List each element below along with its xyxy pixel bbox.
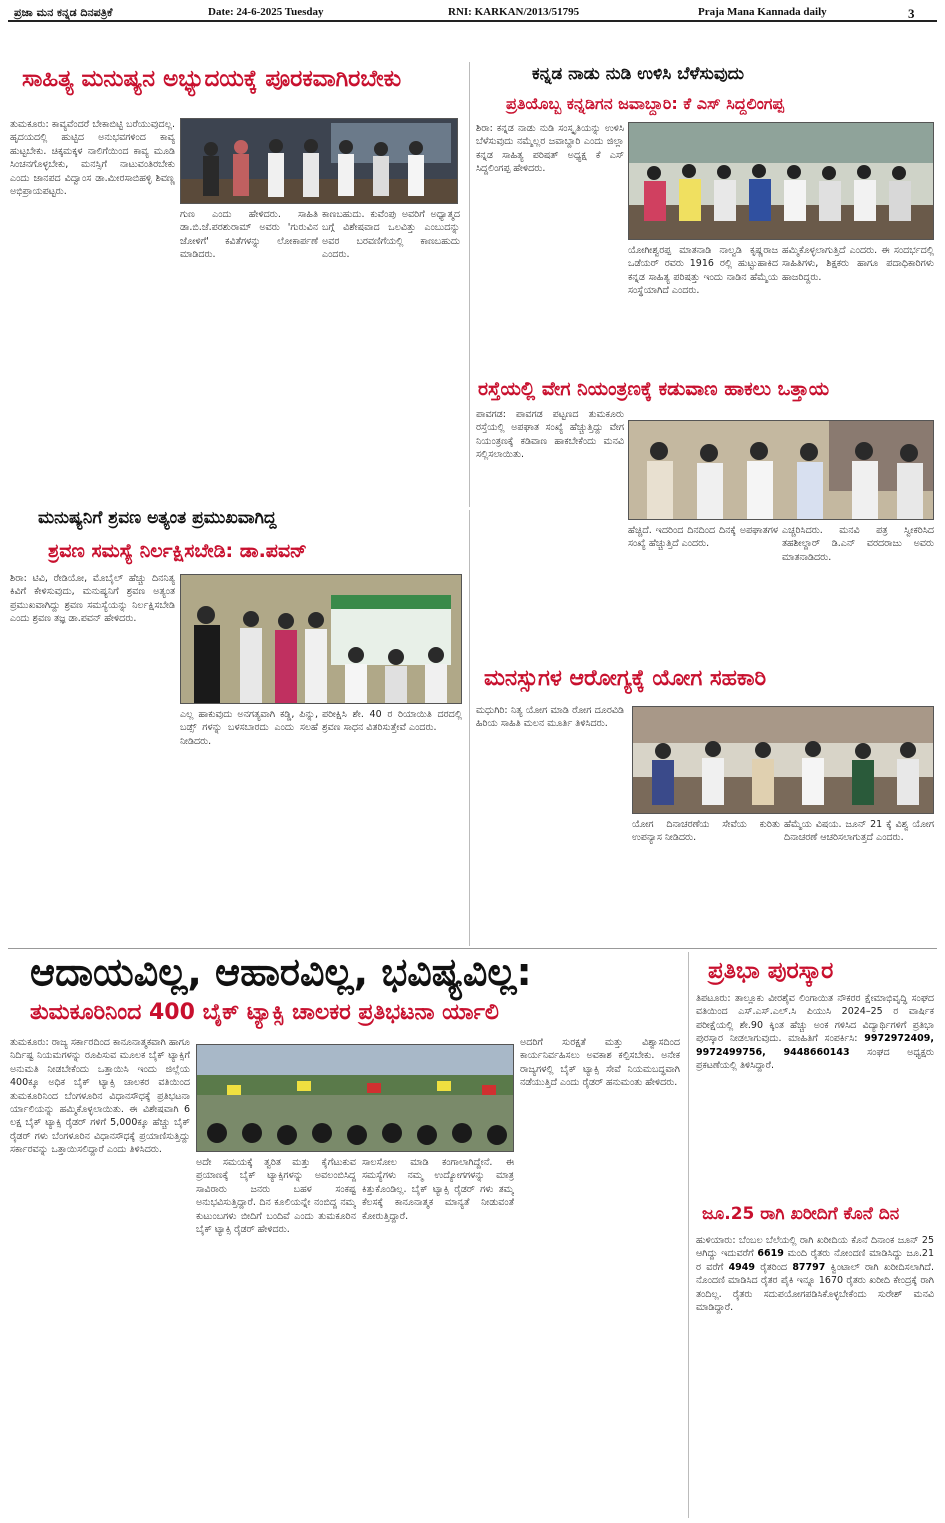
story1-column-3 — [322, 208, 460, 508]
column-divider — [688, 952, 689, 1518]
column-divider — [469, 62, 470, 507]
story5-text-1: ಮಧುಗಿರಿ: ನಿತ್ಯ ಯೋಗ ಮಾಡಿ ರೋಗ ದೂರವಿಡಿ ಹಿರಿಯ ಸಾಹಿತಿ ಮಲನ ಮೂರ್ತಿ ತಿಳಿಸಿದರು. — [476, 705, 624, 730]
story6-subheadline — [30, 1000, 499, 1025]
story7-phone-numbers: 9972972409, 9972499756, 9448660143 — [696, 1033, 934, 1058]
masthead — [8, 2, 937, 60]
story7-text-end: ಸಂಘದ ಅಧ್ಯಕ್ಷರು ಪ್ರಕಟಣೆಯಲ್ಲಿ ತಿಳಿಸಿದ್ದಾರೆ. — [696, 1046, 934, 1072]
story4-kicker: ಮನುಷ್ಯನಿಗೆ ಶ್ರವಣ ಅತ್ಯಂತ ಪ್ರಮುಖವಾಗಿದ್ದ — [38, 508, 277, 528]
story6-column-3 — [362, 1156, 514, 1516]
story1-headline: ಸಾಹಿತ್ಯ ಮನುಷ್ಯನ ಅಭ್ಯುದಯಕ್ಕೆ ಪೂರಕವಾಗಿರಬೇಕು — [22, 66, 402, 92]
story8-headline: ಜೂ.25 ರಾಗಿ ಖರೀದಿಗೆ ಕೊನೆ ದಿನ — [702, 1204, 900, 1224]
story2-photo — [628, 122, 934, 240]
story2-photo-image — [629, 123, 934, 240]
story4-column-3 — [322, 708, 462, 944]
story3-column-2 — [628, 524, 778, 656]
story3-text-1: ಪಾವಗಡ: ಪಾವಗಡ ಪಟ್ಟಣದ ತುಮಕೂರು ರಸ್ತೆಯಲ್ಲಿ ಅಪಘಾತ ಸಂಖ್ಯೆ ಹೆಚ್ಚುತ್ತಿದ್ದು ವೇಗ ನಿಯಂತ್ರಣಕ್ಕೆ ಕಡಿವಾಣ ಹಾಕಬೇಕೆಂದು ಮನವಿ ಸಲ್ಲಿಸಲಾಯಿತು. — [476, 409, 624, 461]
story1-photo-image — [181, 119, 458, 204]
story5-column-2 — [632, 818, 780, 944]
story6-subheadline-number: 400 — [148, 1000, 195, 1025]
story5-text-2: ಯೋಗ ದಿನಾಚರಣೆಯ ಸೇವೆಯ ಕುರಿತು ಉಪನ್ಯಾಸ ನೀಡಿದರು. — [632, 819, 780, 844]
story2-kicker: ಕನ್ನಡ ನಾಡು ನುಡಿ ಉಳಿಸಿ ಬೆಳೆಸುವುದು — [532, 64, 745, 84]
story6-photo — [196, 1044, 514, 1152]
story3-text-3: ಎಚ್ಚರಿಸಿದರು. ಮನವಿ ಪತ್ರ ಸ್ವೀಕರಿಸಿದ ತಹಶೀಲ್ದಾರ್ ಡಿ.ಎನ್ ವರದರಾಜು ಅವರು ಮಾತನಾಡಿದರು. — [782, 525, 934, 563]
story1-text-2: ಗುಣ ಎಂದು ಹೇಳಿದರು. ಸಾಹಿತಿ ಡಾ.ಬಿ.ಜೆ.ಪರಶುರಾಮ್ ಅವರು 'ಗುರುವಿನ ಜೋಳಿಗೆ' ಕವಿತೆಗಳನ್ನು ಲೋಕಾರ್ಪಣೆ ಮಾಡಿದರು. — [180, 209, 318, 261]
story6-text-2: ಅದೇ ಸಮಯಕ್ಕೆ ತ್ವರಿತ ಮತ್ತು ಕೈಗೆಟುಕುವ ಪ್ರಯಾಣಕ್ಕೆ ಬೈಕ್ ಟ್ಯಾಕ್ಸಿಗಳನ್ನು ಅವಲಂಬಿಸಿದ್ದ ಸಾವಿರಾರು ಜನರು ಬಹಳ ಸಂಕಷ್ಟ ಅನುಭವಿಸುತ್ತಿದ್ದಾರೆ. ದಿನ ಕೂಲಿಯನ್ನೇ ನಂಬಿದ್ದ ನಮ್ಮ ಕುಟುಂಬಗಳು ಬೀದಿಗೆ ಬಂದಿವೆ ಎಂದು ತುಮಕೂರಿನ ಬೈಕ್ ಟ್ಯಾಕ್ಸಿ ರೈಡರ್ ಹೇಳಿದರು. — [196, 1157, 356, 1236]
column-divider — [469, 510, 470, 946]
issue-date: Date: 24-6-2025 Tuesday — [208, 6, 324, 18]
masthead-bar — [8, 2, 937, 22]
story4-text-1: ಶಿರಾ: ಟಿವಿ, ರೇಡಿಯೋ, ಮೊಬೈಲ್ ಹೆಚ್ಚು ದಿನನಿತ್ಯ ಕಿವಿಗೆ ಕೇಳಿಸುವುದು, ಮನುಷ್ಯನಿಗೆ ಶ್ರವಣ ಅತ್ಯಂತ ಪ್ರಮುಖವಾಗಿದ್ದು ಶ್ರವಣ ಸಮಸ್ಯೆಯನ್ನು ನಿರ್ಲಕ್ಷಿಸಬೇಡಿ ಎಂದು ಶ್ರವಣ ತಜ್ಞ ಡಾ.ಪವನ್ ಹೇಳಿದರು. — [10, 573, 175, 625]
story2-text-3: ಹಮ್ಮಿಕೊಳ್ಳಲಾಗುತ್ತಿದೆ ಎಂದರು. ಈ ಸಂದರ್ಭದಲ್ಲಿ ಸಾಹಿತಿಗಳು, ಶಿಕ್ಷಕರು ಹಾಗೂ ಪದಾಧಿಕಾರಿಗಳು ಹಾಜರಿದ್ದರು. — [782, 245, 934, 283]
story1-text-1: ತುಮಕೂರು: ಕಾವ್ಯವೆಂದರೆ ಬೇಕಾಬಿಟ್ಟಿ ಬರೆಯುವುದಲ್ಲ. ಹೃದಯದಲ್ಲಿ ಹುಟ್ಟಿದ ಅನುಭವಗಳಿಂದ ಕಾವ್ಯ ಹುಟ್ಟಬೇಕು. ಚಿಕ್ಕಮಕ್ಕಳ ನಾಲಿಗೆಯಿಂದ ಕಾವ್ಯ ಮೂಡಿ ಸಿಂಚನಗೊಳ್ಳಬೇಕು, ಮನಸ್ಸಿಗೆ ನಾಟುವಂತಿರಬೇಕು ಎಂದು ಜಾನಪದ ವಿದ್ವಾಂಸ ಡಾ.ಮೀರಸಾಬಿಹಳ್ಳಿ ಶಿವಣ್ಣ ಅಭಿಪ್ರಾಯಪಟ್ಟರು. — [10, 119, 175, 198]
story8-text-3: ರೈತರಿಂದ — [760, 1261, 788, 1273]
story6-subheadline-end: ಬೈಕ್ ಟ್ಯಾಕ್ಸಿ ಚಾಲಕರ ಪ್ರತಿಭಟನಾ ರ್ಯಾಲಿ — [194, 1000, 499, 1025]
story1-photo — [180, 118, 458, 204]
story3-photo — [628, 420, 934, 520]
story2-column-3 — [782, 244, 934, 350]
story1-text-3: ಕಾಣಬಹುದು. ಕುವೆಂಪು ಅವರಿಗೆ ಅಧ್ಯಾತ್ಮದ ಬಗ್ಗೆ ವಿಶೇಷವಾದ ಒಲವಿತ್ತು ಎಂಬುದನ್ನು ಅವರ ಬರವಣಿಗೆಯಲ್ಲಿ ಕಾಣಬಹುದು ಎಂದರು. — [322, 209, 460, 261]
rni-number: RNI: KARKAN/2013/51795 — [448, 6, 580, 18]
story3-column-1 — [476, 408, 624, 656]
story6-photo-image — [197, 1045, 514, 1152]
story5-photo-image — [633, 707, 934, 814]
page-number: 3 — [908, 6, 915, 21]
story6-text-3: ಸಾಲಸೋಲ ಮಾಡಿ ಕಂಗಾಲಾಗಿದ್ದೇನೆ. ಈ ಸಮಸ್ಯೆಗಳು ನಮ್ಮ ಉದ್ಯೋಗಗಳನ್ನು ಮಾತ್ರ ಕಿತ್ತುಕೊಂಡಿಲ್ಲ. ಬೈಕ್ ಟ್ಯಾಕ್ಸಿ ರೈಡರ್ ಗಳು ತಮ್ಮ ಕೆಲಸಕ್ಕೆ ಕಾನೂನಾತ್ಮಕ ಮಾನ್ಯತೆ ನೀಡುವಂತೆ ಕೋರುತ್ತಿದ್ದಾರೆ. — [362, 1157, 514, 1222]
story5-text-3: ಹೆಮ್ಮೆಯ ವಿಷಯ. ಜೂನ್ 21 ಕ್ಕೆ ವಿಶ್ವ ಯೋಗ ದಿನಾಚರಣೆ ಆಚರಿಸಲಾಗುತ್ತದೆ ಎಂದರು. — [784, 819, 934, 844]
story4-photo — [180, 574, 462, 704]
story8-quintal-count: 87797 — [792, 1261, 826, 1273]
story6-column-1 — [10, 1036, 190, 1516]
story5-photo — [632, 706, 934, 814]
story1-column-1 — [10, 118, 175, 508]
story4-column-2 — [180, 708, 318, 944]
paper-name: Praja Mana Kannada daily — [698, 6, 827, 18]
newspaper-logo: ಪ್ರಜಾ ಮನ ಕನ್ನಡ ದಿನಪತ್ರಿಕೆ — [14, 6, 113, 19]
story7-column — [696, 992, 934, 1192]
story8-registered-count: 6619 — [757, 1248, 784, 1260]
story3-headline: ರಸ್ತೆಯಲ್ಲಿ ವೇಗ ನಿಯಂತ್ರಣಕ್ಕೆ ಕಡುವಾಣ ಹಾಕಲು ಒತ್ತಾಯ — [478, 378, 830, 400]
story4-column-1 — [10, 572, 175, 944]
story5-column-1 — [476, 704, 624, 944]
story1-column-2 — [180, 208, 318, 508]
story7-headline: ಪ್ರತಿಭಾ ಪುರಸ್ಕಾರ — [708, 958, 834, 984]
story8-text-2: ಮಂದಿ ರೈತರು ನೋಂದಣಿ ಮಾಡಿಸಿದ್ದು ಜೂ.21 ರ ವರೆಗೆ — [696, 1248, 934, 1273]
story3-photo-image — [629, 421, 934, 520]
story3-text-2: ಹೆಚ್ಚಿದೆ. ಇದರಿಂದ ದಿನದಿಂದ ದಿನಕ್ಕೆ ಅಪಘಾತಗಳ ಸಂಖ್ಯೆ ಹೆಚ್ಚುತ್ತಿದೆ ಎಂದರು. — [628, 525, 778, 550]
story5-headline: ಮನಸ್ಸುಗಳ ಆರೋಗ್ಯಕ್ಕೆ ಯೋಗ ಸಹಕಾರಿ — [484, 666, 767, 691]
story4-headline: ಶ್ರವಣ ಸಮಸ್ಯೆ ನಿರ್ಲಕ್ಷಿಸಬೇಡಿ: ಡಾ.ಪವನ್ — [48, 540, 307, 562]
story7-text: ತಿಪಟೂರು: ತಾಲ್ಲೂಕು ವೀರಶೈವ ಲಿಂಗಾಯಿತ ನೌಕರರ ಕ್ಷೇಮಾಭಿವೃದ್ಧಿ ಸಂಘದ ವತಿಯಿಂದ ಎಸ್.ಎಸ್.ಎಲ್.ಸಿ ಪಿಯುಸಿ 2024–25 ರ ವಾರ್ಷಿಕ ಪರೀಕ್ಷೆಯಲ್ಲಿ ಶೇ.90 ಕ್ಕಿಂತ ಹೆಚ್ಚು ಅಂಕ ಗಳಿಸಿದ ವಿದ್ಯಾರ್ಥಿಗಳಿಗೆ ಪ್ರತಿಭಾ ಪುರಸ್ಕಾರ ನೀಡಲಾಗುವುದು. ಮಾಹಿತಿಗೆ ಸಂಪರ್ಕಿಸಿ: — [696, 993, 934, 1045]
story2-headline: ಪ್ರತಿಯೊಬ್ಬ ಕನ್ನಡಿಗನ ಜವಾಬ್ದಾರಿ: ಕೆ ಎಸ್ ಸಿದ್ದಲಿಂಗಪ್ಪ — [506, 94, 784, 113]
story4-text-3: ಪರೀಕ್ಷಿಸಿ ಶೇ. 40 ರ ರಿಯಾಯಿತಿ ದರದಲ್ಲಿ ಶ್ರವಣ ಸಾಧನ ವಿತರಿಸುತ್ತೇವೆ ಎಂದರು. — [322, 709, 462, 734]
story2-text-2: ಯೋಗೀಶ್ವರಪ್ಪ ಮಾತನಾಡಿ ನಾಲ್ವಡಿ ಕೃಷ್ಣರಾಜ ಒಡೆಯರ್ ರವರು 1916 ರಲ್ಲಿ ಹುಟ್ಟುಹಾಕಿದ ಕನ್ನಡ ಸಾಹಿತ್ಯ ಪರಿಷತ್ತು ಇಂದು ನಾಡಿನ ಹೆಮ್ಮೆಯ ಸಂಸ್ಥೆಯಾಗಿದೆ ಎಂದರು. — [628, 245, 778, 297]
story8-text-1: ಹುಳಿಯಾರು: ಬೆಂಬಲ ಬೆಲೆಯಲ್ಲಿ ರಾಗಿ ಖರೀದಿಯ ಕೊನೆ ದಿನಾಂಕ ಜೂನ್ 25 ಆಗಿದ್ದು ಇದುವರೆಗೆ — [696, 1235, 934, 1260]
story6-text-1: ತುಮಕೂರು: ರಾಜ್ಯ ಸರ್ಕಾರದಿಂದ ಕಾನೂನಾತ್ಮಕವಾಗಿ ಹಾಗೂ ನಿರ್ದಿಷ್ಟ ನಿಯಮಗಳನ್ನು ರೂಪಿಸುವ ಮೂಲಕ ಬೈಕ್ ಟ್ಯಾಕ್ಸಿಗೆ ಅನುಮತಿ ನೀಡಬೇಕೆಂದು ಒತ್ತಾಯಿಸಿ ಇಂದು ಜಿಲ್ಲೆಯ 400ಕ್ಕೂ ಅಧಿಕ ಬೈಕ್ ಟ್ಯಾಕ್ಸಿ ಚಾಲಕರ ವತಿಯಿಂದ ತುಮಕೂರಿನಿಂದ ಬೆಂಗಳೂರಿನ ವಿಧಾನಸೌಧಕ್ಕೆ ಪ್ರತಿಭಟನಾ ರ್ಯಾಲಿಯನ್ನು ಹಮ್ಮಿಕೊಳ್ಳಲಾಯಿತು. ಈ ವಿಶೇಷವಾಗಿ 6 ಲಕ್ಷ ಬೈಕ್ ಟ್ಯಾಕ್ಸಿ ರೈಡರ್ ಗಳಿಗೆ 5,000ಕ್ಕೂ ಹೆಚ್ಚು ಬೈಕ್ ರೈಡರ್ ಗಳು ಬೆಂಗಳೂರಿನ ವಿಧಾನಸೌಧಕ್ಕೆ ಪ್ರಯಾಣಿಸುತ್ತಿದ್ದು ಸರ್ಕಾರವನ್ನು ಒತ್ತಾಯಿಸಲಿದ್ದಾರೆ ಎಂದು ತಿಳಿಸಿದರು. — [10, 1037, 190, 1156]
story8-farmer-count: 4949 — [728, 1261, 756, 1273]
story2-column-2 — [628, 244, 778, 350]
story5-column-3 — [784, 818, 934, 944]
story6-text-4: ಅದರಿಗೆ ಸುರಕ್ಷತೆ ಮತ್ತು ವಿಶ್ವಾಸದಿಂದ ಕಾರ್ಯನಿರ್ವಹಿಸಲು ಅವಕಾಶ ಕಲ್ಪಿಸಬೇಕು. ಅನೇಕ ರಾಜ್ಯಗಳಲ್ಲಿ ಬೈಕ್ ಟ್ಯಾಕ್ಸಿ ಸೇವೆ ನಿಯಮಬದ್ಧವಾಗಿ ನಡೆಯುತ್ತಿದೆ ಎಂದು ರೈಡರ್ ಹನುಮಂತು ಹೇಳಿದರು. — [520, 1037, 680, 1089]
story8-column — [696, 1234, 934, 1516]
story4-photo-image — [181, 575, 462, 704]
story3-column-3 — [782, 524, 934, 656]
story6-column-4 — [520, 1036, 680, 1516]
story8-text-4: ಕ್ವಿಂಟಾಲ್ ರಾಗಿ ಖರೀದಿಸಲಾಗಿದೆ. ನೊಂದಣಿ ಮಾಡಿಸಿದ ರೈತರ ಪೈಕಿ ಇನ್ನೂ 1670 ರೈತರು ಖರೀದಿ ಕೇಂದ್ರಕ್ಕೆ ರಾಗಿ ತಂದಿಲ್ಲ. ರೈತರು ಸದುಪಯೋಗಪಡಿಸಿಕೊಳ್ಳಬೇಕೆಂದು ಸುರೇಶ್ ಮನವಿ ಮಾಡಿದ್ದಾರೆ. — [696, 1261, 934, 1314]
story6-headline: ಆದಾಯವಿಲ್ಲ, ಆಹಾರವಿಲ್ಲ, ಭವಿಷ್ಯವಿಲ್ಲ: — [30, 950, 532, 994]
story2-text-1: ಶಿರಾ: ಕನ್ನಡ ನಾಡು ನುಡಿ ಸಂಸ್ಕೃತಿಯನ್ನು ಉಳಿಸಿ ಬೆಳೆಸುವುದು ನಮ್ಮೆಲ್ಲರ ಜವಾಬ್ದಾರಿ ಎಂದು ಜಿಲ್ಲಾ ಕನ್ನಡ ಸಾಹಿತ್ಯ ಪರಿಷತ್ ಅಧ್ಯಕ್ಷ ಕೆ ಎಸ್ ಸಿದ್ದಲಿಂಗಪ್ಪ ಹೇಳಿದರು. — [476, 123, 624, 175]
story6-subheadline-start: ತುಮಕೂರಿನಿಂದ — [30, 1000, 149, 1025]
story2-column-1 — [476, 122, 624, 350]
story6-column-2 — [196, 1156, 356, 1516]
section-divider — [8, 948, 937, 949]
story4-text-2: ಎಲ್ಲ ಹಾಕುವುದು ಅನಗತ್ಯವಾಗಿ ಕಡ್ಡಿ, ಪಿನ್ನು, ಬಡ್ಸ್ ಗಳನ್ನು ಬಳಸಬಾರದು ಎಂದು ಸಲಹೆ ನೀಡಿದರು. — [180, 709, 318, 747]
